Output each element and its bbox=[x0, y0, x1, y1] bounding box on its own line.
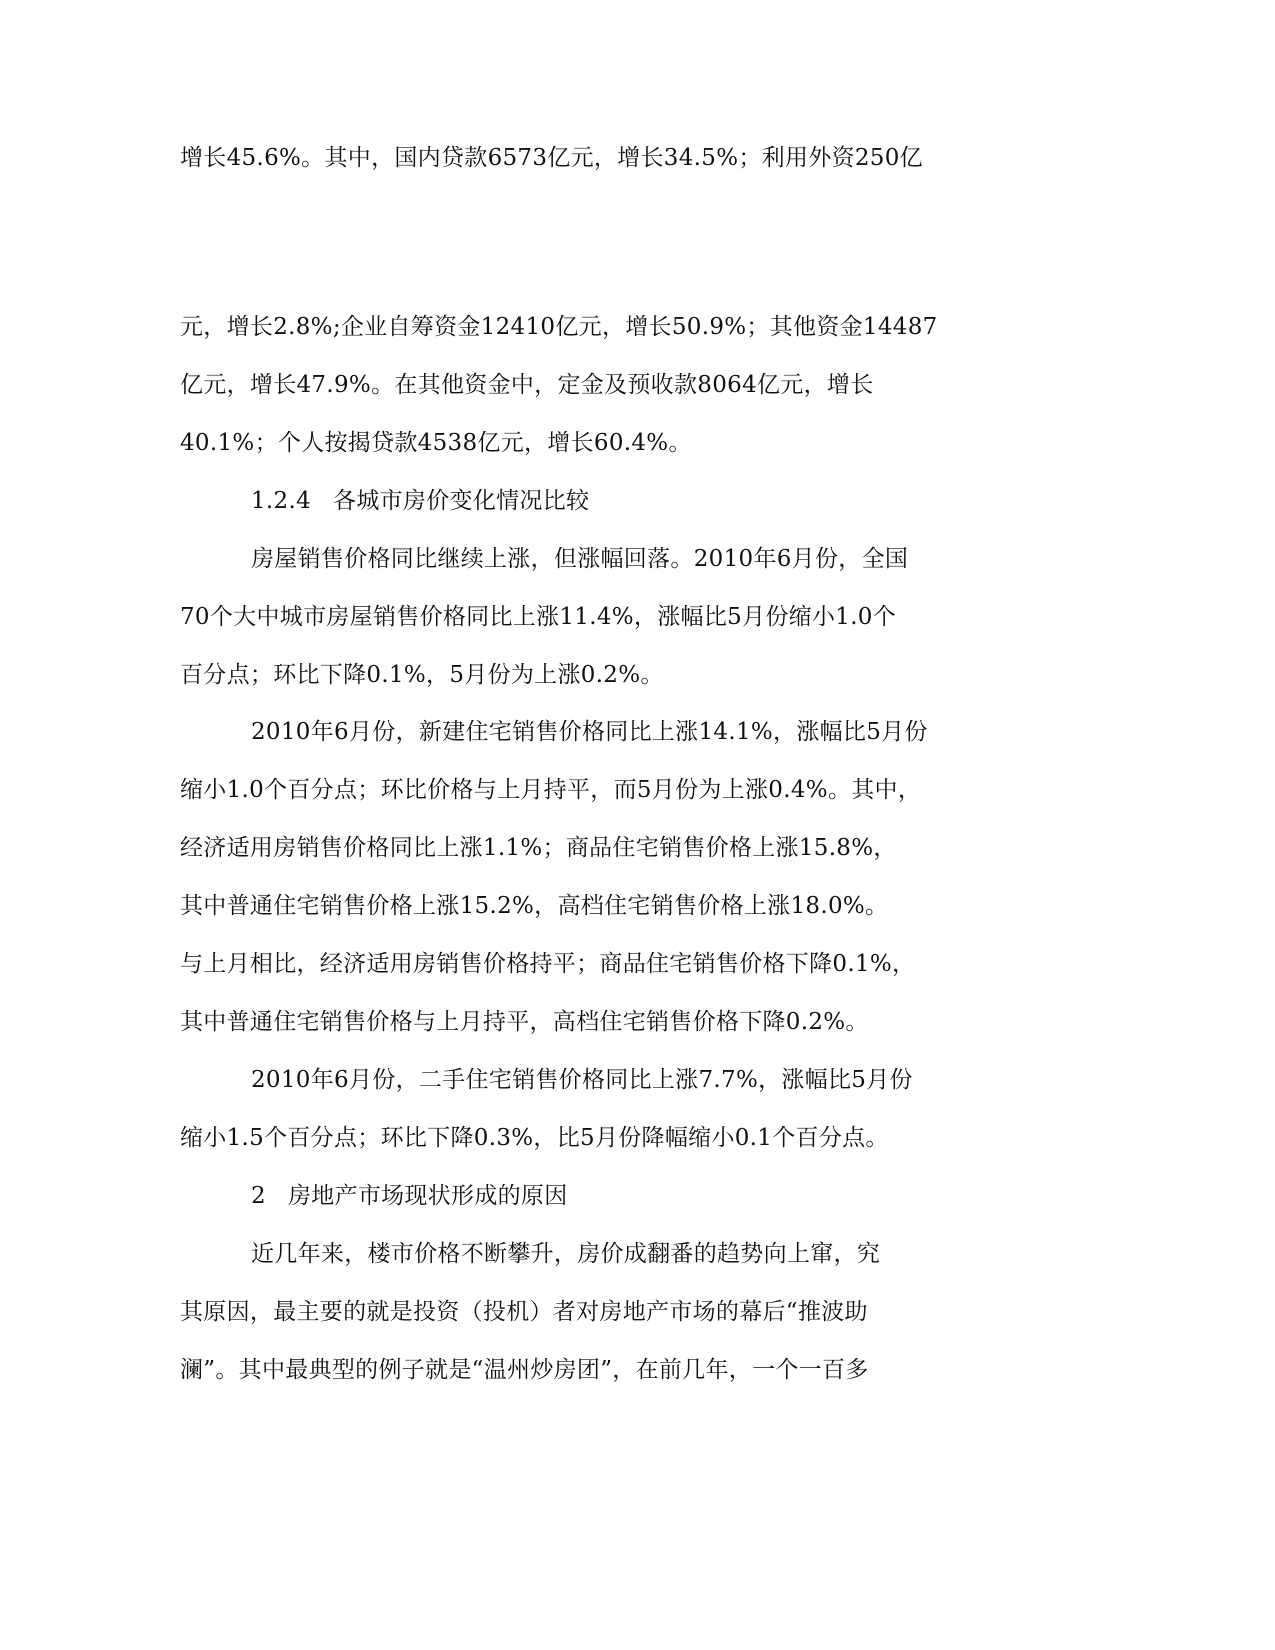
section-heading-1-2-4 bbox=[251, 486, 589, 516]
paragraph-line: 元，增长2.8%;企业自筹资金12410亿元，增长50.9%；其他资金14487 bbox=[180, 314, 938, 340]
paragraph-line: 增长45.6%。其中，国内贷款6573亿元，增长34.5%；利用外资250亿 bbox=[180, 145, 923, 171]
paragraph-line: 澜”。其中最典型的例子就是“温州炒房团”，在前几年，一个一百多 bbox=[180, 1357, 869, 1383]
paragraph-line: 40.1%；个人按揭贷款4538亿元，增长60.4%。 bbox=[180, 430, 692, 456]
paragraph-line: 近几年来，楼市价格不断攀升，房价成翻番的趋势向上窜，究 bbox=[251, 1241, 881, 1267]
paragraph-line: 缩小1.5个百分点；环比下降0.3%，比5月份降幅缩小0.1个百分点。 bbox=[180, 1125, 889, 1151]
paragraph-line: 百分点；环比下降0.1%，5月份为上涨0.2%。 bbox=[180, 662, 664, 688]
paragraph-line: 亿元，增长47.9%。在其他资金中，定金及预收款8064亿元，增长 bbox=[180, 372, 874, 398]
paragraph-line: 其原因，最主要的就是投资（投机）者对房地产市场的幕后“推波助 bbox=[180, 1299, 868, 1325]
heading-number: 1.2.4 bbox=[251, 488, 312, 514]
paragraph-line: 房屋销售价格同比继续上涨，但涨幅回落。2010年6月份，全国 bbox=[251, 546, 909, 572]
paragraph-line: 经济适用房销售价格同比上涨1.1%；商品住宅销售价格上涨15.8%， bbox=[180, 835, 897, 861]
paragraph-line: 其中普通住宅销售价格与上月持平，高档住宅销售价格下降0.2%。 bbox=[180, 1009, 869, 1035]
heading-number: 2 bbox=[251, 1183, 266, 1209]
section-heading-2 bbox=[251, 1181, 568, 1211]
paragraph-line: 其中普通住宅销售价格上涨15.2%，高档住宅销售价格上涨18.0%。 bbox=[180, 893, 889, 919]
paragraph-line: 2010年6月份，新建住宅销售价格同比上涨14.1%，涨幅比5月份 bbox=[251, 719, 928, 745]
heading-title: 房地产市场现状形成的原因 bbox=[287, 1183, 568, 1209]
heading-title: 各城市房价变化情况比较 bbox=[333, 488, 590, 514]
paragraph-line: 与上月相比，经济适用房销售价格持平；商品住宅销售价格下降0.1%， bbox=[180, 951, 916, 977]
paragraph-line: 70个大中城市房屋销售价格同比上涨11.4%，涨幅比5月份缩小1.0个 bbox=[180, 604, 897, 630]
paragraph-line: 缩小1.0个百分点；环比价格与上月持平，而5月份为上涨0.4%。其中， bbox=[180, 777, 922, 803]
paragraph-line: 2010年6月份，二手住宅销售价格同比上涨7.7%，涨幅比5月份 bbox=[251, 1067, 913, 1093]
